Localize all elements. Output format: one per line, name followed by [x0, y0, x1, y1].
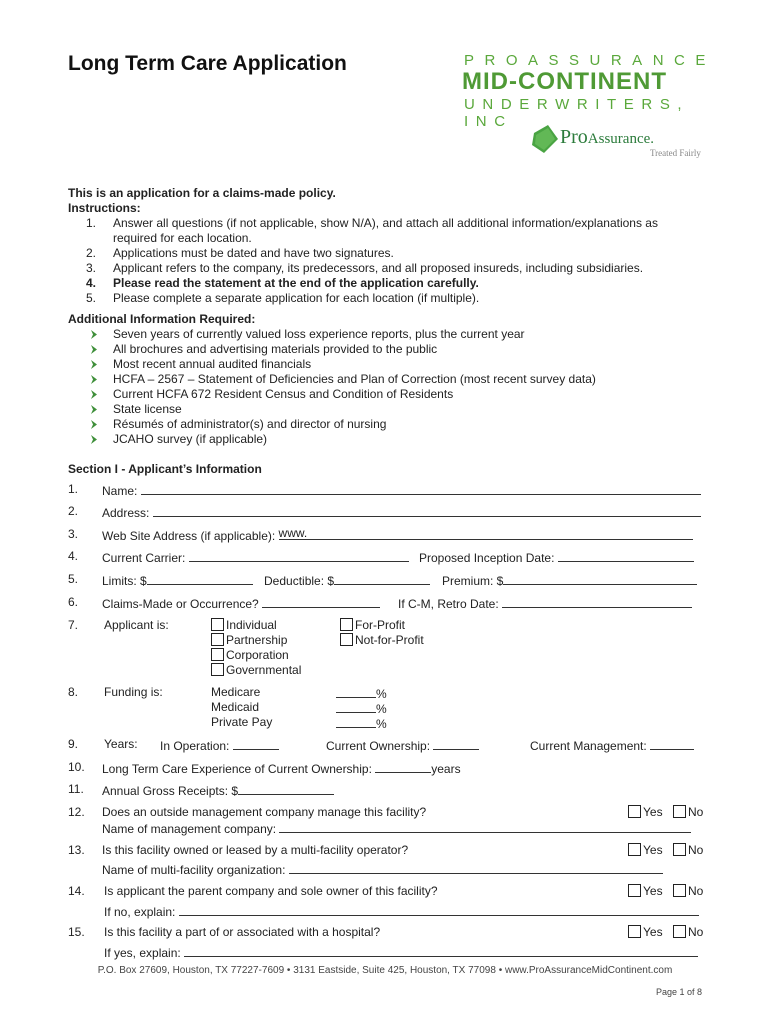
- q5-number: 5.: [68, 572, 79, 586]
- website-field[interactable]: [279, 527, 693, 540]
- no-label: No: [688, 925, 704, 939]
- yes-label: Yes: [643, 925, 663, 939]
- proassurance-shield-icon: [530, 123, 560, 155]
- claims-made-label: Claims-Made or Occurrence?: [102, 597, 259, 611]
- instruction-item: required for each location.: [113, 231, 252, 245]
- years-label: Years:: [104, 737, 138, 751]
- bullet-icon: [91, 390, 97, 399]
- deductible-label: Deductible: $: [264, 574, 335, 588]
- instruction-number: 1.: [85, 216, 96, 230]
- q13-text: Is this facility owned or leased by a multi-facility operator?: [102, 843, 409, 857]
- q10-number: 10.: [68, 760, 85, 774]
- current-ownership-label: Current Ownership:: [326, 739, 431, 753]
- individual-checkbox[interactable]: [211, 618, 224, 631]
- no-label: No: [688, 805, 704, 819]
- current-management-field[interactable]: [650, 737, 694, 750]
- q14-yes-checkbox[interactable]: [628, 884, 641, 897]
- instruction-number: 4.: [85, 276, 96, 290]
- q15-text: Is this facility a part of or associated with a hospital?: [104, 925, 381, 939]
- q3-number: 3.: [68, 527, 79, 541]
- bullet-icon: [91, 405, 97, 414]
- ltc-experience-label: Long Term Care Experience of Current Ownership:: [102, 762, 372, 776]
- governmental-label: Governmental: [226, 663, 302, 677]
- claims-made-field[interactable]: [262, 595, 380, 608]
- percent-sign: %: [376, 717, 387, 731]
- footer-address: P.O. Box 27609, Houston, TX 77227-7609 • 3131 Eastside, Suite 425, Houston, TX 77098 • www.ProAssuranceMidContinent.com: [97, 965, 673, 976]
- instructions-heading: Instructions:: [68, 201, 141, 215]
- instructions-list: [68, 216, 708, 306]
- q15-number: 15.: [68, 925, 85, 939]
- q14-text: Is applicant the parent company and sole owner of this facility?: [104, 884, 438, 898]
- applicant-is-label: Applicant is:: [104, 618, 169, 632]
- years-unit: years: [431, 762, 461, 776]
- premium-label: Premium: $: [442, 574, 504, 588]
- q15-explain-field[interactable]: [184, 944, 698, 957]
- q12-yes-checkbox[interactable]: [628, 805, 641, 818]
- document-title: Long Term Care Application: [68, 52, 347, 75]
- for-profit-checkbox[interactable]: [340, 618, 353, 631]
- q15-no-checkbox[interactable]: [673, 925, 686, 938]
- proassurance-wordmark: [560, 126, 654, 149]
- instruction-item: Answer all questions (if not applicable, show N/A), and attach all additional information/explanations as: [113, 216, 658, 230]
- premium-field[interactable]: [503, 572, 697, 585]
- no-label: No: [688, 884, 704, 898]
- additional-item: JCAHO survey (if applicable): [113, 432, 268, 446]
- bullet-icon: [91, 330, 97, 339]
- instruction-number: 2.: [85, 246, 96, 260]
- gross-receipts-label: Annual Gross Receipts: $: [102, 784, 239, 798]
- q4-number: 4.: [68, 549, 79, 563]
- deductible-field[interactable]: [334, 572, 430, 585]
- medicaid-label: Medicaid: [211, 700, 260, 714]
- inception-date-field[interactable]: [558, 549, 694, 562]
- limits-label: Limits: $: [102, 574, 147, 588]
- current-ownership-field[interactable]: [433, 737, 479, 750]
- instruction-item: Applications must be dated and have two signatures.: [113, 246, 394, 260]
- medicaid-percent-field[interactable]: [336, 700, 376, 713]
- website-prefix: www.: [278, 526, 308, 540]
- q13-number: 13.: [68, 843, 85, 857]
- multi-facility-org-field[interactable]: [289, 861, 663, 874]
- instruction-item: Please read the statement at the end of the application carefully.: [113, 276, 479, 290]
- partnership-checkbox[interactable]: [211, 633, 224, 646]
- medicare-percent-field[interactable]: [336, 685, 376, 698]
- carrier-label: Current Carrier:: [102, 551, 186, 565]
- current-management-label: Current Management:: [530, 739, 647, 753]
- no-label: No: [688, 843, 704, 857]
- name-label: Name:: [102, 484, 138, 498]
- bullet-icon: [91, 420, 97, 429]
- instruction-item: Applicant refers to the company, its predecessors, and all proposed insureds, including subsidiaries.: [113, 261, 644, 275]
- percent-sign: %: [376, 702, 387, 716]
- additional-item: State license: [113, 402, 182, 416]
- not-for-profit-label: Not-for-Profit: [355, 633, 424, 647]
- corporation-label: Corporation: [226, 648, 289, 662]
- private-pay-label: Private Pay: [211, 715, 273, 729]
- brand-tagline: Treated Fairly: [650, 148, 701, 158]
- logo-line-mid-continent: MID-CONTINENT: [462, 68, 667, 95]
- bullet-icon: [91, 345, 97, 354]
- additional-item: Current HCFA 672 Resident Census and Condition of Residents: [113, 387, 454, 401]
- q12-number: 12.: [68, 805, 85, 819]
- q14-number: 14.: [68, 884, 85, 898]
- q1-number: 1.: [68, 482, 79, 496]
- q13b-label: Name of multi-facility organization:: [102, 863, 286, 877]
- additional-item: Most recent annual audited financials: [113, 357, 312, 371]
- q13-no-checkbox[interactable]: [673, 843, 686, 856]
- q14b-label: If no, explain:: [104, 905, 176, 919]
- q11-number: 11.: [68, 782, 84, 796]
- q12b-label: Name of management company:: [102, 822, 277, 836]
- bullet-icon: [91, 435, 97, 444]
- instruction-item: Please complete a separate application for each location (if multiple).: [113, 291, 480, 305]
- individual-label: Individual: [226, 618, 277, 632]
- private-pay-percent-field[interactable]: [336, 715, 376, 728]
- inception-label: Proposed Inception Date:: [419, 551, 555, 565]
- q9-number: 9.: [68, 737, 79, 751]
- gross-receipts-field[interactable]: [238, 782, 334, 795]
- not-for-profit-checkbox[interactable]: [340, 633, 353, 646]
- q14-explain-field[interactable]: [179, 903, 699, 916]
- limits-field[interactable]: [147, 572, 253, 585]
- medicare-label: Medicare: [211, 685, 261, 699]
- additional-info-list: [68, 327, 708, 447]
- q15-yes-checkbox[interactable]: [628, 925, 641, 938]
- q8-number: 8.: [68, 685, 79, 699]
- bullet-icon: [91, 375, 97, 384]
- q6-number: 6.: [68, 595, 79, 609]
- corporation-checkbox[interactable]: [211, 648, 224, 661]
- bullet-icon: [91, 360, 97, 369]
- additional-item: All brochures and advertising materials provided to the public: [113, 342, 438, 356]
- q7-number: 7.: [68, 618, 79, 632]
- q13-yes-checkbox[interactable]: [628, 843, 641, 856]
- additional-item: HCFA – 2567 – Statement of Deficiencies and Plan of Correction (most recent survey data): [113, 372, 596, 386]
- governmental-checkbox[interactable]: [211, 663, 224, 676]
- q12-text: Does an outside management company manage this facility?: [102, 805, 427, 819]
- q2-number: 2.: [68, 504, 79, 518]
- name-field[interactable]: [141, 482, 701, 495]
- additional-item: Résumés of administrator(s) and director of nursing: [113, 417, 387, 431]
- retro-date-label: If C-M, Retro Date:: [398, 597, 499, 611]
- partnership-label: Partnership: [226, 633, 288, 647]
- instruction-number: 3.: [85, 261, 96, 275]
- brand-rest: Assurance.: [587, 131, 655, 147]
- q14-no-checkbox[interactable]: [673, 884, 686, 897]
- page-number: Page 1 of 8: [655, 987, 702, 997]
- in-operation-field[interactable]: [233, 737, 279, 750]
- q15b-label: If yes, explain:: [104, 946, 181, 960]
- additional-item: Seven years of currently valued loss experience reports, plus the current year: [113, 327, 525, 341]
- logo-line-underwriters: UNDERWRITERS, INC: [464, 96, 690, 130]
- claims-made-statement: This is an application for a claims-made policy.: [68, 186, 336, 200]
- logo-line-proassurance: PROASSURANCE: [464, 52, 716, 69]
- q12-no-checkbox[interactable]: [673, 805, 686, 818]
- address-label: Address:: [102, 506, 150, 520]
- instruction-number: 5.: [85, 291, 96, 305]
- percent-sign: %: [376, 687, 387, 701]
- ltc-experience-field[interactable]: [375, 760, 431, 773]
- yes-label: Yes: [643, 884, 663, 898]
- address-field[interactable]: [153, 504, 701, 517]
- funding-is-label: Funding is:: [104, 685, 163, 699]
- yes-label: Yes: [643, 843, 663, 857]
- section-1-heading: Section I - Applicant’s Information: [68, 462, 262, 476]
- carrier-field[interactable]: [189, 549, 409, 562]
- for-profit-label: For-Profit: [355, 618, 406, 632]
- retro-date-field[interactable]: [502, 595, 692, 608]
- website-label: Web Site Address (if applicable):: [102, 529, 276, 543]
- yes-label: Yes: [643, 805, 663, 819]
- in-operation-label: In Operation:: [160, 739, 230, 753]
- additional-info-heading: Additional Information Required:: [68, 312, 256, 326]
- brand-pro: Pro: [560, 126, 588, 148]
- management-company-field[interactable]: [279, 820, 691, 833]
